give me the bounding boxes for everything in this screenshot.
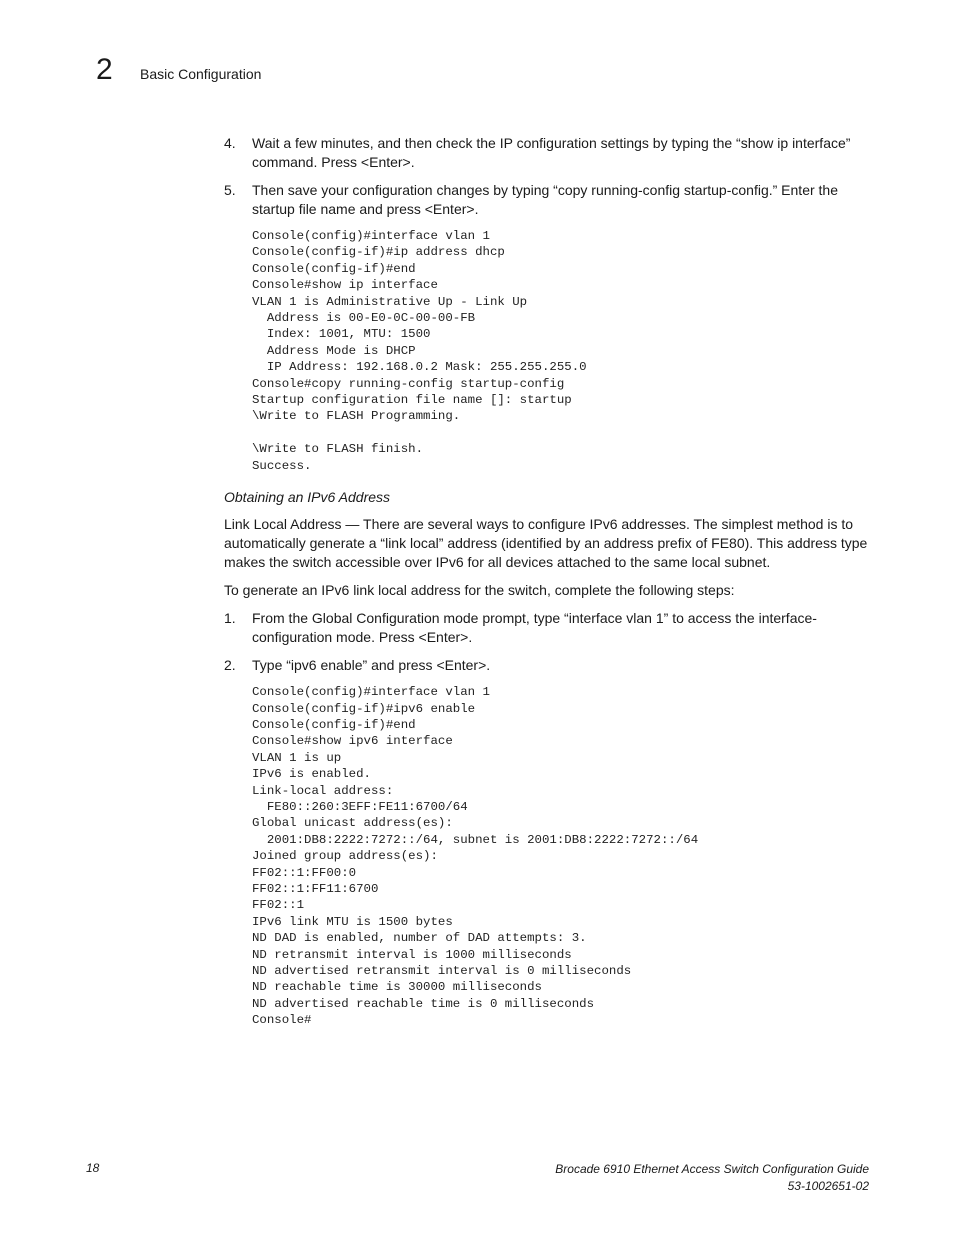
step-text: Type “ipv6 enable” and press <Enter>. bbox=[252, 657, 491, 674]
step-item bbox=[224, 181, 874, 219]
footer-doc-number: 53-1002651-02 bbox=[787, 1179, 869, 1193]
step-text: Wait a few minutes, and then check the IP configuration settings by typing the “show ip interface” command. Press <Enter>. bbox=[252, 135, 851, 170]
step-text: Then save your configuration changes by typing “copy running-config startup-config.” Enter the startup file name and press <Enter>. bbox=[252, 182, 838, 217]
code-block-ipv6: Console(config)#interface vlan 1 Console(config-if)#ipv6 enable Console(config-if)#end Console#show ipv6 interface VLAN 1 is up IPv6 is enabled. Link-local address: FE80::260:3EFF:FE11:6700/64 Global unicast address(es): 2001:DB8:2222:7272::/64, subnet is 2001:DB8:2222:7272::/64 Joined group address(es): FF02::1:FF00:0 FF02::1:FF11:6700 FF02::1 IPv6 link MTU is 1500 bytes ND DAD is enabled, number of DAD attempts: 3. ND retransmit interval is 1000 milliseconds ND advertised retransmit interval is 0 milliseconds ND reachable time is 30000 milliseconds ND advertised reachable time is 0 milliseconds Console# bbox=[252, 685, 699, 1028]
chapter-number: 2 bbox=[96, 53, 113, 86]
step-text: From the Global Configuration mode prompt, type “interface vlan 1” to access the interface-configuration mode. Press <Enter>. bbox=[252, 610, 817, 646]
step-item bbox=[224, 134, 874, 172]
step-number: 1. bbox=[224, 610, 236, 627]
chapter-title: Basic Configuration bbox=[140, 66, 262, 82]
footer-doc-info bbox=[555, 1161, 869, 1195]
footer-doc-title: Brocade 6910 Ethernet Access Switch Configuration Guide bbox=[555, 1162, 869, 1176]
step-number: 4. bbox=[224, 135, 236, 151]
paragraph: Link Local Address — There are several ways to configure IPv6 addresses. The simplest method is to automatically generate a “link local” address (identified by an address prefix of FE80). This address type makes the switch accessible over IPv6 for all devices attached to the same local subnet. bbox=[224, 516, 868, 571]
code-block-dhcp: Console(config)#interface vlan 1 Console(config-if)#ip address dhcp Console(config-if)#end Console#show ip interface VLAN 1 is Administrative Up - Link Up Address is 00-E0-0C-00-00-FB Index: 1001, MTU: 1500 Address Mode is DHCP IP Address: 192.168.0.2 Mask: 255.255.255.0 Console#copy running-config startup-config Startup configuration file name []: startup \Write to FLASH Programming. \Write to FLASH finish. Success. bbox=[252, 229, 587, 473]
section-subheading: Obtaining an IPv6 Address bbox=[224, 489, 391, 506]
step-item bbox=[224, 656, 874, 675]
step-number: 5. bbox=[224, 182, 236, 198]
page-number: 18 bbox=[86, 1161, 100, 1175]
step-number: 2. bbox=[224, 657, 236, 674]
paragraph: To generate an IPv6 link local address for the switch, complete the following steps: bbox=[224, 582, 735, 599]
page-content bbox=[224, 134, 874, 1043]
step-item bbox=[224, 609, 874, 647]
